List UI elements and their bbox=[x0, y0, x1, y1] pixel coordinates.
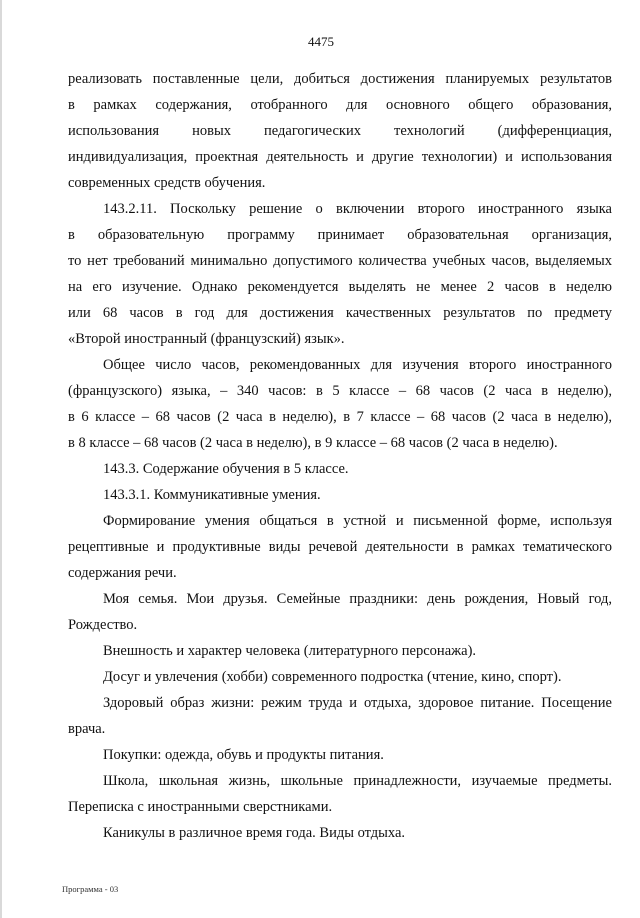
text-line: Общее число часов, рекомендованных для изучения второго иностранного bbox=[103, 357, 612, 373]
text-line: содержания речи. bbox=[68, 565, 177, 581]
text-line: Переписка с иностранными сверстниками. bbox=[68, 799, 333, 815]
text-line: Здоровый образ жизни: режим труда и отдыха, здоровое питание. Посещение bbox=[103, 695, 612, 711]
text-line: в 8 классе – 68 часов (2 часа в неделю), в 9 классе – 68 часов (2 часа в неделю). bbox=[68, 435, 558, 451]
subsection-heading: 143.3.1. Коммуникативные умения. bbox=[103, 487, 321, 503]
text-line: индивидуализация, проектная деятельность и другие технологии) и использования bbox=[68, 149, 612, 165]
text-line: Каникулы в различное время года. Виды отдыха. bbox=[103, 825, 406, 841]
text-line: в 6 классе – 68 часов (2 часа в неделю), в 7 классе – 68 часов (2 часа в неделю), bbox=[68, 409, 612, 425]
text-line: в образовательную программу принимает образовательная организация, bbox=[68, 227, 612, 243]
text-line: Внешность и характер человека (литературного персонажа). bbox=[103, 643, 477, 659]
text-line: 143.2.11. Поскольку решение о включении второго иностранного языка bbox=[103, 201, 612, 217]
text-line: современных средств обучения. bbox=[68, 175, 266, 191]
page-number: 4475 bbox=[308, 34, 334, 49]
text-line: Покупки: одежда, обувь и продукты питания. bbox=[103, 747, 384, 763]
page-footer: Программа - 03 bbox=[62, 884, 119, 894]
text-line: «Второй иностранный (французский) язык». bbox=[68, 331, 345, 347]
text-line: Рождество. bbox=[68, 617, 138, 633]
text-line: то нет требований минимально допустимого количества учебных часов, выделяемых bbox=[68, 253, 612, 269]
text-line: Формирование умения общаться в устной и письменной форме, используя bbox=[103, 513, 612, 529]
text-line: на его изучение. Однако рекомендуется выделять не менее 2 часов в неделю bbox=[68, 279, 612, 295]
text-line: в рамках содержания, отобранного для основного общего образования, bbox=[68, 97, 612, 113]
text-line: Досуг и увлечения (хобби) современного подростка (чтение, кино, спорт). bbox=[103, 669, 562, 685]
text-line: реализовать поставленные цели, добиться достижения планируемых результатов bbox=[68, 71, 612, 87]
text-line: использования новых педагогических технологий (дифференциация, bbox=[68, 123, 612, 139]
text-line: врача. bbox=[68, 721, 106, 737]
section-heading: 143.3. Содержание обучения в 5 классе. bbox=[103, 461, 349, 477]
document-body bbox=[68, 66, 612, 846]
text-line: или 68 часов в год для достижения качественных результатов по предмету bbox=[68, 305, 612, 321]
text-line: (французского) языка, – 340 часов: в 5 классе – 68 часов (2 часа в неделю), bbox=[68, 383, 612, 399]
text-line: Моя семья. Мои друзья. Семейные праздники: день рождения, Новый год, bbox=[103, 591, 612, 607]
text-line: Школа, школьная жизнь, школьные принадлежности, изучаемые предметы. bbox=[103, 773, 612, 789]
text-line: рецептивные и продуктивные виды речевой деятельности в рамках тематического bbox=[68, 539, 612, 555]
